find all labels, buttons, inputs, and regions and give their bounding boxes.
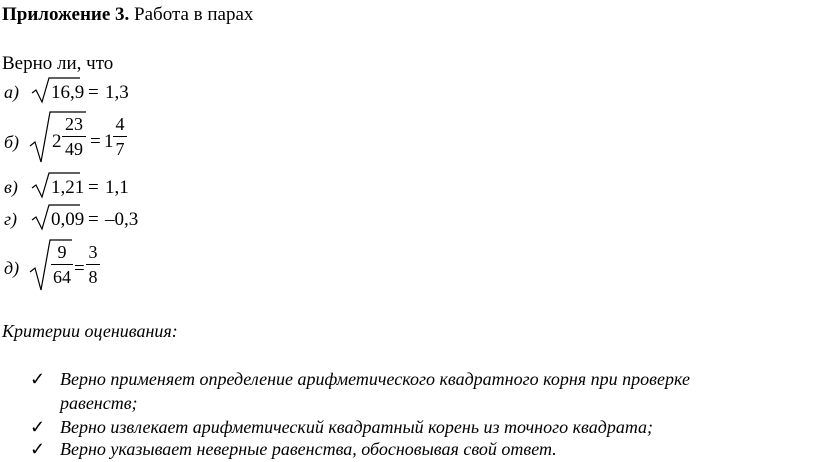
equals-d: = [74, 258, 85, 279]
radicand-v: 1,21 [51, 177, 85, 198]
numerator-d: 9 [57, 242, 67, 262]
fraction-b [62, 114, 86, 159]
equals-b: = [90, 131, 101, 152]
result-denominator-d: 8 [88, 267, 98, 287]
result-numerator-b: 4 [115, 114, 125, 134]
title-bold: Приложение 3. [2, 4, 130, 25]
result-fraction-b [113, 114, 127, 159]
checkmark-icon: ✓ [30, 369, 46, 389]
result-g: –0,3 [105, 209, 139, 230]
equation-b [0, 110, 300, 170]
radicand-g: 0,09 [51, 209, 85, 230]
label-b: б) [4, 132, 20, 152]
criteria-item-1-text-cont: равенств; [60, 393, 138, 413]
equation-d [0, 238, 300, 298]
result-numerator-d: 3 [88, 242, 98, 262]
label-a: а) [4, 82, 19, 102]
denominator-d: 64 [53, 267, 71, 287]
result-v: 1,1 [105, 177, 129, 198]
whole-b: 2 [52, 131, 62, 152]
question-text: Верно ли, что [2, 53, 114, 74]
title-rest: Работа в парах [129, 4, 254, 25]
denominator-b: 49 [65, 139, 83, 159]
label-d: д) [4, 258, 20, 278]
numerator-b: 23 [65, 114, 83, 134]
label-v: в) [4, 177, 18, 197]
result-denominator-b: 7 [115, 139, 125, 159]
criteria-item-1-text: Верно применяет определение арифметического квадратного корня при проверке [60, 369, 690, 389]
checkmark-icon: ✓ [30, 417, 46, 437]
fraction-d [51, 242, 73, 287]
page-title [2, 4, 253, 26]
result-fraction-d [86, 242, 100, 287]
criteria-title: Критерии оценивания: [2, 321, 178, 341]
equals-v: = [88, 177, 99, 198]
result-whole-b: 1 [104, 131, 114, 152]
checkmark-icon: ✓ [30, 439, 46, 459]
criteria-item-3-text: Верно указывает неверные равенства, обосновывая свой ответ. [60, 439, 557, 459]
equals-g: = [88, 209, 99, 230]
equals-a: = [88, 82, 99, 103]
label-g: г) [4, 209, 18, 229]
radicand-a: 16,9 [51, 82, 85, 103]
result-a: 1,3 [105, 82, 129, 103]
criteria-item-2-text: Верно извлекает арифметический квадратный корень из точного квадрата; [60, 417, 654, 437]
